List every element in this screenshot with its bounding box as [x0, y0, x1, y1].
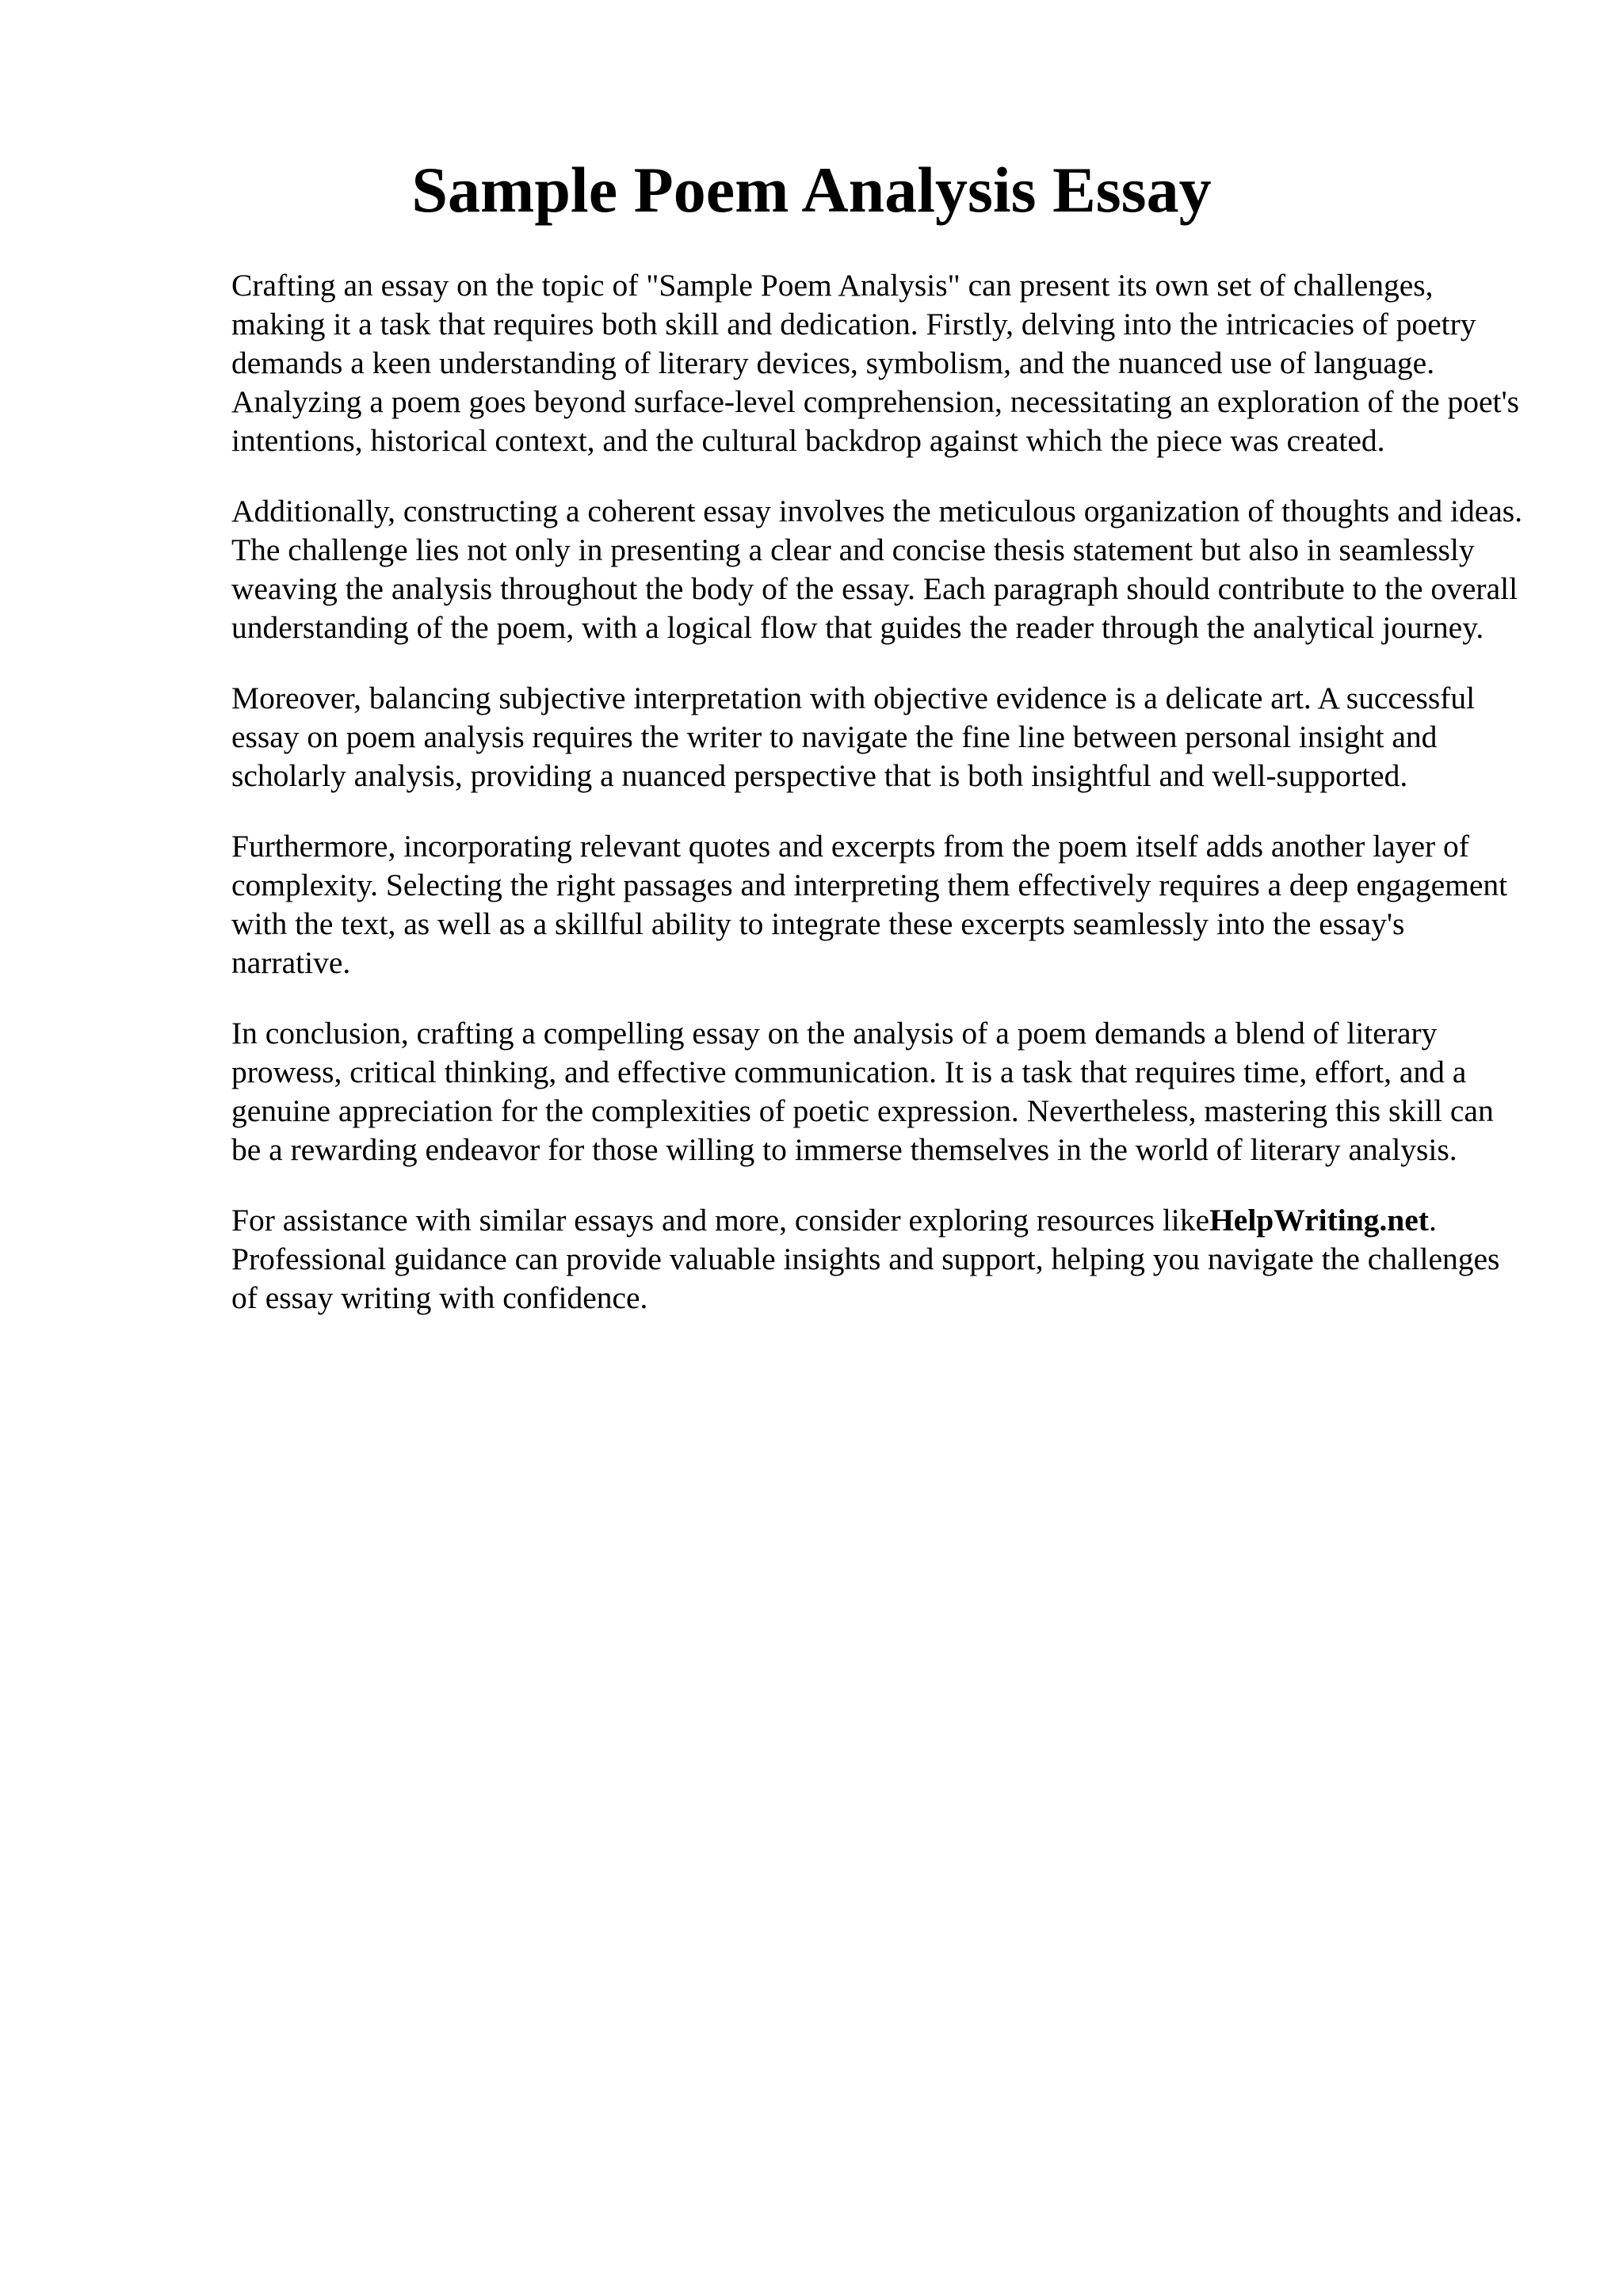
paragraph-organization: Additionally, constructing a coherent essay involves the meticulous organization of thoughts and ideas. The challenge lies not only in presenting a clear and concise thesis statement but also in seamlessly weaving the analysis throughout the body of the essay. Each paragraph should contribute to the overall understanding of the poem, with a logical flow that guides the reader through the analytical journey.	[231, 494, 1523, 645]
brand-link[interactable]: HelpWriting.net	[1209, 1203, 1429, 1238]
closing-text-before: For assistance with similar essays and more, consider exploring resources like	[231, 1203, 1210, 1238]
paragraph-closing	[231, 1201, 1528, 1318]
paragraph-intro: Crafting an essay on the topic of "Sample Poem Analysis" can present its own set of challenges, making it a task that requires both skill and dedication. Firstly, delving into the intricacies of poetry demands a keen understanding of literary devices, symbolism, and the nuanced use of language. Analyzing a poem goes beyond surface-level comprehension, necessitating an exploration of the poet's intentions, historical context, and the cultural backdrop against which the piece was created.	[231, 268, 1519, 458]
document-body	[231, 266, 1528, 1349]
paragraph-interpretation: Moreover, balancing subjective interpretation with objective evidence is a delicate art. A successful essay on poem analysis requires the writer to navigate the fine line between personal insight and scholarly analysis, providing a nuanced perspective that is both insightful and well-supported.	[231, 681, 1476, 793]
document-title: Sample Poem Analysis Essay	[411, 154, 1212, 226]
paragraph-conclusion: In conclusion, crafting a compelling essay on the analysis of a poem demands a blend of literary prowess, critical thinking, and effective communication. It is a task that requires time, effort, and a genuine appreciation for the complexities of poetic expression. Nevertheless, mastering this skill can be a rewarding endeavor for those willing to immerse themselves in the world of literary analysis.	[231, 1016, 1494, 1167]
closing-text-after: . Professional guidance can provide valuable insights and support, helping you navigate the challenges of essay writing with confidence.	[231, 1203, 1500, 1315]
paragraph-quotes: Furthermore, incorporating relevant quotes and excerpts from the poem itself adds another layer of complexity. Selecting the right passages and interpreting them effectively requires a deep engagement with the text, as well as a skillful ability to integrate these excerpts seamlessly into the essay's narrative.	[231, 829, 1508, 980]
